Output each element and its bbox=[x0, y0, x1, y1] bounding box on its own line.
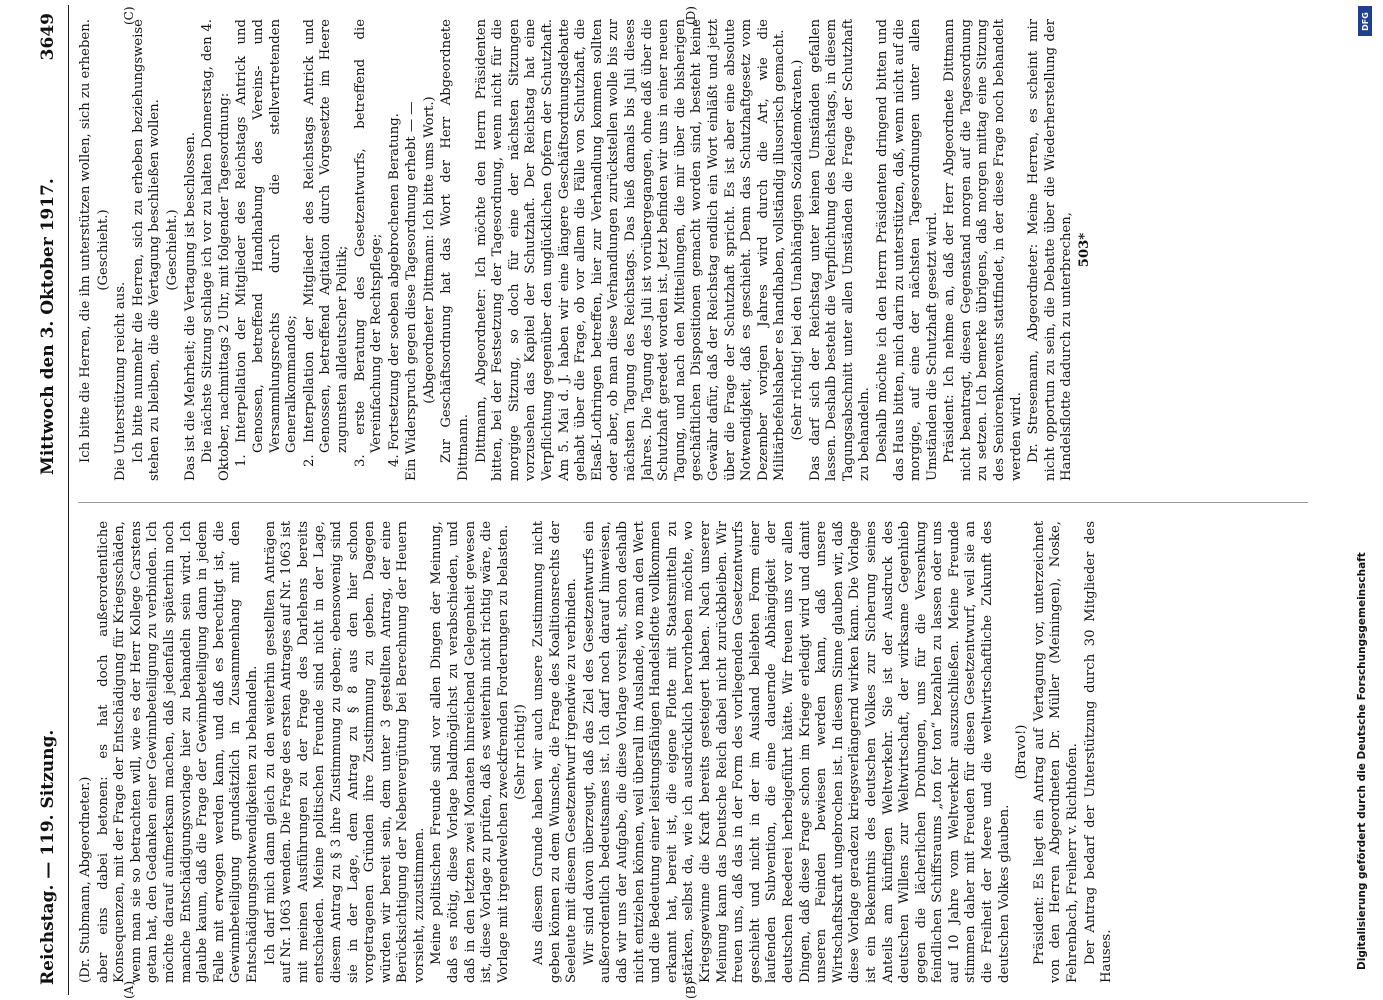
paragraph: Ich darf mich dann gleich zu den weiterhin gestellten Anträgen auf Nr. 1063 wenden. Die Frage des ersten Antrages auf Nr. 1063 ist mit meinen Ausführungen zu der Frage des Darlehens bereits entschieden. Meine politischen Freunde sind nicht in der Lage, diesem Antrag zu § 3 ihre Zustimmung zu geben; ebensowenig sind sie in der Lage, dem Antrag zu § 8 aus den hier schon vorgetragenen Gründen ihre Zustimmung zu geben. Dagegen würden wir bereit sein, dem unter 3 gestellten Antrag, der eine Berücksichtigung der Nebenvergütung bei Berechnung der Heuern vorsieht, zuzustimmen. bbox=[262, 521, 427, 983]
interjection: (Sehr richtig! bei den Unabhängigen Sozialdemokraten.) bbox=[789, 59, 805, 441]
interjection: (Geschieht.) bbox=[164, 209, 180, 291]
interjection: (Bravo!) bbox=[1014, 724, 1030, 780]
left-column bbox=[78, 521, 1308, 983]
margin-letter-a: (A) bbox=[122, 980, 136, 999]
margin-letter-d: (D) bbox=[684, 6, 698, 25]
paragraph: Dittmann, Abgeordneter: Ich möchte den Herrn Präsidenten bitten, bei der Festsetzung der Tagesordnung, wenn nicht für die morgige Sitzung, so doch für eine der nächsten Sitzungen vorzusehen das Kapitel der Schutzhaft. Der Reichstag hat eine Verpflichtung gegenüber den unglücklichen Opfern der Schutzhaft. Am 5. Mai d. J. haben wir eine längere Geschäftsordnungsdebatte gehabt über die Frage, ob vor allem die Fälle von Schutzhaft, die Elsaß-Lothringen betreffen, hier zur Verhandlung kommen sollten oder aber, ob man diese Verhandlungen zurückstellen wolle bis zur nächsten Tagung des Reichstags. Das hieß damals bis Juli dieses Jahres. Die Tagung des Juli ist vorübergegangen, ohne daß über die Schutzhaft geredet worden ist. Jetzt befinden wir uns in einer neuen Tagung, und nach den Mitteilungen, die mir über die bisherigen geschäftlichen Dispositionen gemacht worden sind, besteht keine Gewähr dafür, daß der Reichstag endlich ein Wort einläßt und jetzt über die Frage der Schutzhaft spricht. Es ist aber eine absolute Notwendigkeit, daß es geschieht. Denn das Schutzhaftgesetz vom Dezember vorigen Jahres wird durch die Art, wie die Militärbefehlshaber es handhaben, vollständig illusorisch gemacht. bbox=[473, 19, 788, 481]
paragraph: Wir sind davon überzeugt, daß das Ziel des Gesetzentwurfs ein außerordentlich bedeutsames ist. Ich darf noch darauf hinweisen, daß wir uns der Aufgabe, die diese Vorlage vorsieht, schon deshalb nicht entziehen können, weil überall im Auslande, wo man den Wert und die Bedeutung einer leistungsfähigen Handelsflotte vollkommen erkannt hat, bereit ist, die eigene Flotte mit Staatsmitteln zu stärken, selbst da, wie ich ausdrücklich hervorheben möchte, wo Kriegsgewinne die Kraft bereits gesteigert haben. Nach unserer Meinung kann das Deutsche Reich dabei nicht zurückbleiben. Wir freuen uns, daß das in der Form des vorliegenden Gesetzentwurfs geschieht und nicht in der im Ausland beliebten Form einer laufenden Subvention, die eine dauernde Abhängigkeit der deutschen Reederei herbeigeführt hätte. Wir freuen uns vor allen Dingen, daß diese Frage schon im Kriege erledigt wird und damit unseren Feinden bewiesen werden kann, daß unsere Wirtschaftskraft ungebrochen ist. In diesem Sinne glauben wir, daß diese Vorlage geradezu kriegsverlängernd wirken kann. Die Vorlage ist ein Bekenntnis des deutschen Volkes zur Sicherung seines Anteils am künftigen Weltverkehr. Sie ist der Ausdruck des deutschen Willens zur Weltwirtschaft, der wirksame Gegenhieb gegen die lächerlichen Drohungen, uns für die Versenkung feindlichen Schiffsraums „ton for ton“ bezahlen zu lassen oder uns auf 10 Jahre vom Weltverkehr auszuschließen. Meine Freunde stimmen daher mit Freuden für diesen Gesetzentwurf, weil sie an die Freiheit der Meere und die weltwirtschaftliche Zukunft des deutschen Volkes glauben. bbox=[581, 521, 1012, 983]
paragraph: Der Antrag bedarf der Unterstützung durch 30 Mitglieder des Hauses. bbox=[1082, 521, 1115, 983]
paragraph: Präsident: Es liegt ein Antrag auf Vertagung vor, unterzeichnet von den Herren Abgeordneten Dr. Müller (Meiningen), Noske, Fehrenbach, Freiherr v. Richthofen. bbox=[1031, 521, 1081, 983]
paragraph: Deshalb möchte ich den Herrn Präsidenten dringend bitten und das Haus bitten, mich darin zu unterstützen, daß, wenn nicht auf die morgige, auf eine der nächsten Tagesordnungen unter allen Umständen die Schutzhaft gesetzt wird. bbox=[874, 19, 940, 481]
paragraph: Die Unterstützung reicht aus. bbox=[113, 281, 129, 481]
paragraph: Das darf sich der Reichstag unter keinen Umständen gefallen lassen. Deshalb besteht die Verpflichtung des Reichstags, in diesem Tagungsabschnitt unter allen Umständen die Frage der Schutzhaft zu behandeln. bbox=[807, 19, 873, 481]
paragraph: Aus diesem Grunde haben wir auch unsere Zustimmung nicht geben können zu dem Wunsche, die Frage des Koalitionsrechts der Seeleute mit diesem Gesetzentwurf irgendwie zu verbinden. bbox=[531, 521, 580, 983]
digitization-note-text: Digitalisierung gefördert durch die Deutsche Forschungsgemeinschaft bbox=[1356, 552, 1368, 970]
speaker-head: (Dr. Stubmann, Abgeordneter.) bbox=[78, 776, 93, 983]
rotated-page bbox=[30, 5, 1320, 999]
paragraph: Die nächste Sitzung schlage ich vor zu halten Donnerstag, den 4. Oktober, nachmittags 2 Uhr, mit folgender Tagesordnung: bbox=[200, 19, 232, 481]
paragraph: Präsident: Ich nehme an, daß der Herr Abgeordnete Dittmann nicht beantragt, diesen Gegenstand morgen auf die Tagesordnung zu setzen. Ich bemerke übrigens, daß morgen mittag eine Sitzung des Seniorenkonvents stattfindet, in der diese Frage noch behandelt werden wird. bbox=[942, 19, 1024, 481]
paragraph: Meine politischen Freunde sind vor allen Dingen der Meinung, daß es nötig, diese Vorlage baldmöglichst zu verabschieden, und daß in den letzten zwei Monaten hinreichend Gelegenheit gewesen ist, diese Vorlage zu prüfen, daß es weiterhin nicht richtig wäre, die Vorlage mit irgendwelchen zweckfremden Forderungen zu belasten. bbox=[429, 521, 511, 983]
paragraph: Ich bitte die Herren, die ihn unterstützen wollen, sich zu erheben. bbox=[78, 19, 93, 463]
agenda-item: 1. Interpellation der Mitglieder des Reichstags Antrick und Genossen, betreffend Handhabung des Vereins- und Versammlungsrechts durch die stellvertretenden Generalkommandos; bbox=[234, 19, 300, 467]
interjection: (Sehr richtig!) bbox=[513, 704, 529, 800]
paragraph: Das ist die Mehrheit; die Vertagung ist beschlossen. bbox=[182, 132, 198, 481]
interjection: (Abgeordneter Dittmann: Ich bitte ums Wort.) bbox=[421, 96, 437, 404]
paragraph: aber eins dabei betonen: es hat doch außerordentliche Konsequenzen, mit der Frage der Entschädigung für Kriegsschäden, wenn man sie so betrachten will, wie es der Herr Kollege Carstens getan hat, den Gedanken einer Gewinnbeteiligung zu verbinden. Ich möchte darauf aufmerksam machen, daß jedenfalls späterhin noch manche Entschädigungsvorlage hier zu behandeln sein wird. Ich glaube kaum, daß die Frage der Gewinnbeteiligung dann in jedem Falle mit erwogen werden kann, und daß es berechtigt ist, die Gewinnbeteiligung grundsätzlich in Zusammenhang mit den Entschädigungsnotwendigkeiten zu behandeln. bbox=[95, 521, 260, 983]
header-center: Mittwoch den 3. Oktober 1917. bbox=[38, 178, 58, 475]
dfg-logo: DFG bbox=[1358, 6, 1372, 36]
page-number: 3649 bbox=[38, 13, 58, 61]
paragraph: Dr. Stresemann, Abgeordneter: Meine Herren, es scheint mir nicht opportun zu sein, die Debatte über die Wiederherstellung der Handelsflotte dadurch zu unterbrechen, bbox=[1026, 19, 1075, 481]
agenda-item: 4. Fortsetzung der soeben abgebrochenen Beratung. bbox=[386, 113, 402, 467]
agenda-item: 2. Interpellation der Mitglieder des Reichstags Antrick und Genossen, betreffend Agitation durch Vorgesetzte im Heere zugunsten alldeutscher Politik; bbox=[301, 19, 350, 467]
right-column bbox=[78, 19, 1308, 481]
header-left: Reichstag. — 119. Sitzung. bbox=[38, 729, 58, 985]
page-header bbox=[30, 5, 69, 995]
agenda-item: 3. erste Beratung des Gesetzentwurfs, betreffend die Vereinfachung der Rechtspflege; bbox=[352, 19, 385, 467]
margin-letter-b: (B) bbox=[684, 980, 698, 999]
interjection: (Geschieht.) bbox=[95, 209, 111, 291]
signature-mark: 503* bbox=[1077, 232, 1093, 268]
digitization-note bbox=[1354, 10, 1376, 990]
margin-letter-c: (C) bbox=[122, 6, 136, 25]
paragraph: Ein Widerspruch gegen diese Tagesordnung erhebt — — bbox=[404, 101, 420, 481]
column-divider bbox=[78, 502, 1308, 503]
paragraph: Zur Geschäftsordnung hat das Wort der Herr Abgeordnete Dittmann. bbox=[439, 19, 472, 481]
paragraph: Ich bitte nunmehr die Herren, sich zu erheben beziehungsweise stehen zu bleiben, die die Vertagung beschließen wollen. bbox=[130, 19, 163, 481]
